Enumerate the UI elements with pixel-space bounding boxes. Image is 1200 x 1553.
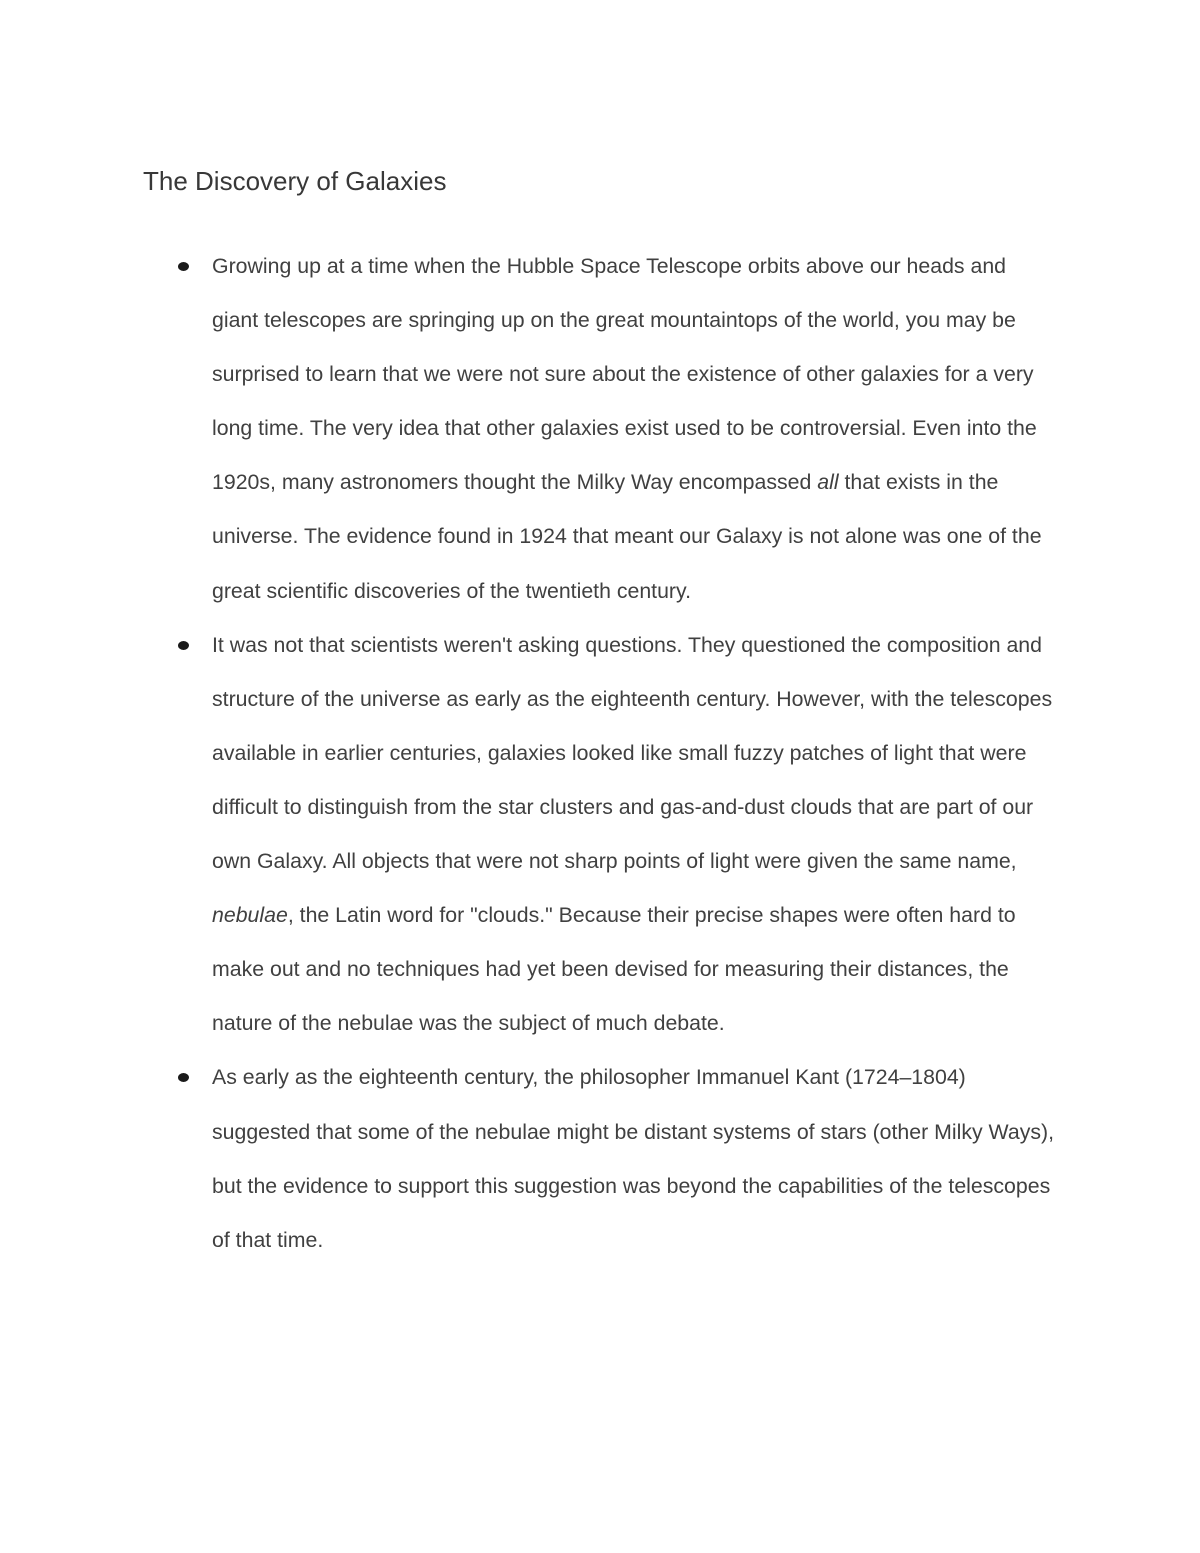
bullet-list [0,239,1200,1267]
bullet-icon [178,1073,189,1082]
italic-text-segment: all [817,470,839,495]
bullet-text [212,1050,1057,1266]
list-item [0,1050,1200,1266]
bullet-text [212,239,1057,618]
bullet-icon [178,641,189,650]
italic-text-segment: nebulae [212,903,288,928]
bullet-text [212,618,1057,1051]
text-segment: As early as the eighteenth century, the philosopher Immanuel Kant (1724–1804) suggested that some of the nebulae might be distant systems of stars (other Milky Ways), but the evidence to support this suggestion was beyond the capabilities of the telescopes of that time. [212,1065,1054,1252]
text-segment: , the Latin word for "clouds." Because their precise shapes were often hard to make out and no techniques had yet been devised for measuring their distances, the nature of the nebulae was the subject of much debate. [212,903,1016,1036]
bullet-icon [178,262,189,271]
document-title: The Discovery of Galaxies [143,166,447,196]
list-item [0,618,1200,1051]
list-item [0,239,1200,618]
text-segment: It was not that scientists weren't asking questions. They questioned the composition and structure of the universe as early as the eighteenth century. However, with the telescopes available in earlier centuries, galaxies looked like small fuzzy patches of light that were difficult to distinguish from the star clusters and gas-and-dust clouds that are part of our own Galaxy. All objects that were not sharp points of light were given the same name, [212,632,1053,874]
text-segment: Growing up at a time when the Hubble Space Telescope orbits above our heads and giant telescopes are springing up on the great mountaintops of the world, you may be surprised to learn that we were not sure about the existence of other galaxies for a very long time. The very idea that other galaxies exist used to be controversial. Even into the 1920s, many astronomers thought the Milky Way encompassed [212,254,1037,495]
text-segment: that exists in the universe. The evidence found in 1924 that meant our Galaxy is not alone was one of the great scientific discoveries of the twentieth century. [212,470,1042,603]
